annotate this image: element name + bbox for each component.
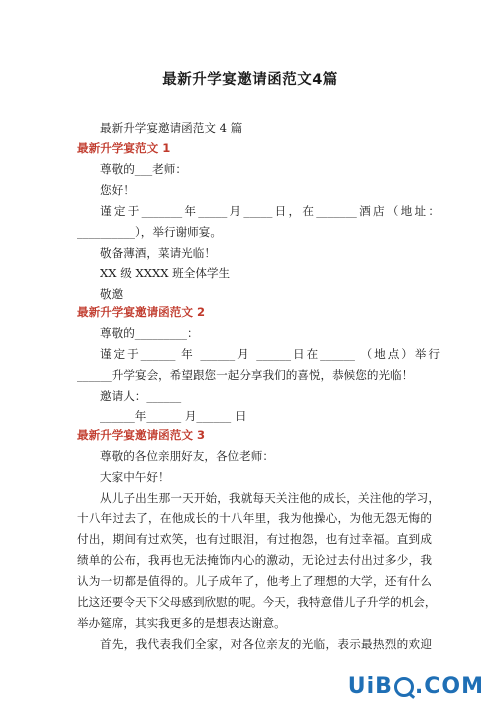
section-3-line-5: 付出，期间有过欢笑，也有过眼泪，有过抱怨，也有过幸福。直到成 xyxy=(77,532,432,546)
intro-line: 最新升学宴邀请函范文 4 篇 xyxy=(100,121,243,135)
section-2-line-4: 邀请人：______ xyxy=(100,389,182,403)
section-2-line-1: 尊敬的_________： xyxy=(100,326,199,340)
section-3-line-2: 大家中午好！ xyxy=(100,470,170,484)
watermark-logo xyxy=(348,674,484,699)
section-2-line-3: ______升学宴会，希望跟您一起分享我们的喜悦，恭候您的光临！ xyxy=(77,368,414,382)
watermark-text-before: UiB xyxy=(347,674,393,699)
section-1-line-4: __________），举行谢师宴。 xyxy=(77,225,222,239)
watermark-q-icon xyxy=(394,677,414,697)
section-1-line-2: 您好！ xyxy=(100,183,135,197)
section-3-line-4: 十八年过去了，在他成长的十八年里，我为他操心，为他无怨无悔的 xyxy=(77,511,432,525)
section-3-line-1: 尊敬的各位亲朋好友，各位老师： xyxy=(100,449,274,463)
section-1-line-7: 敬邀 xyxy=(100,287,124,301)
section-3-line-6: 绩单的公布，我再也无法掩饰内心的激动，无论过去付出过多少，我 xyxy=(77,553,432,567)
section-2-heading: 最新升学宴邀请函范文 2 xyxy=(77,305,206,319)
section-3-heading: 最新升学宴邀请函范文 3 xyxy=(77,428,206,442)
section-1-line-3: 谨定于_______年_____月_____日，在_______酒店（地址： xyxy=(100,204,440,218)
section-1-line-1: 尊敬的___老师： xyxy=(100,162,187,176)
section-1-heading: 最新升学宴范文 1 xyxy=(77,141,171,155)
section-3-line-3: 从儿子出生那一天开始，我就每天关注他的成长，关注他的学习， xyxy=(100,491,440,505)
document-title: 最新升学宴邀请函范文4篇 xyxy=(162,72,338,88)
watermark-text-after: .COM xyxy=(414,674,484,699)
section-1-line-5: 敬备薄酒，菜请光临！ xyxy=(100,246,216,260)
section-2-line-5: ______年______ 月______ 日 xyxy=(100,409,247,423)
section-2-line-2: 谨定于______ 年 ______月 ______日在______ （地点）举行 xyxy=(100,347,440,361)
section-3-line-10: 首先，我代表我们全家，对各位亲友的光临，表示最热烈的欢迎 xyxy=(100,637,432,651)
section-3-line-8: 比这还要令天下父母感到欣慰的呢。今天，我特意借儿子升学的机会， xyxy=(77,595,437,609)
section-1-line-6: XX 级 XXXX 班全体学生 xyxy=(100,266,231,280)
section-3-line-9: 举办筵席，其实我更多的是想表达谢意。 xyxy=(77,616,286,630)
section-3-line-7: 认为一切都是值得的。儿子成年了，他考上了理想的大学，还有什么 xyxy=(77,574,432,588)
